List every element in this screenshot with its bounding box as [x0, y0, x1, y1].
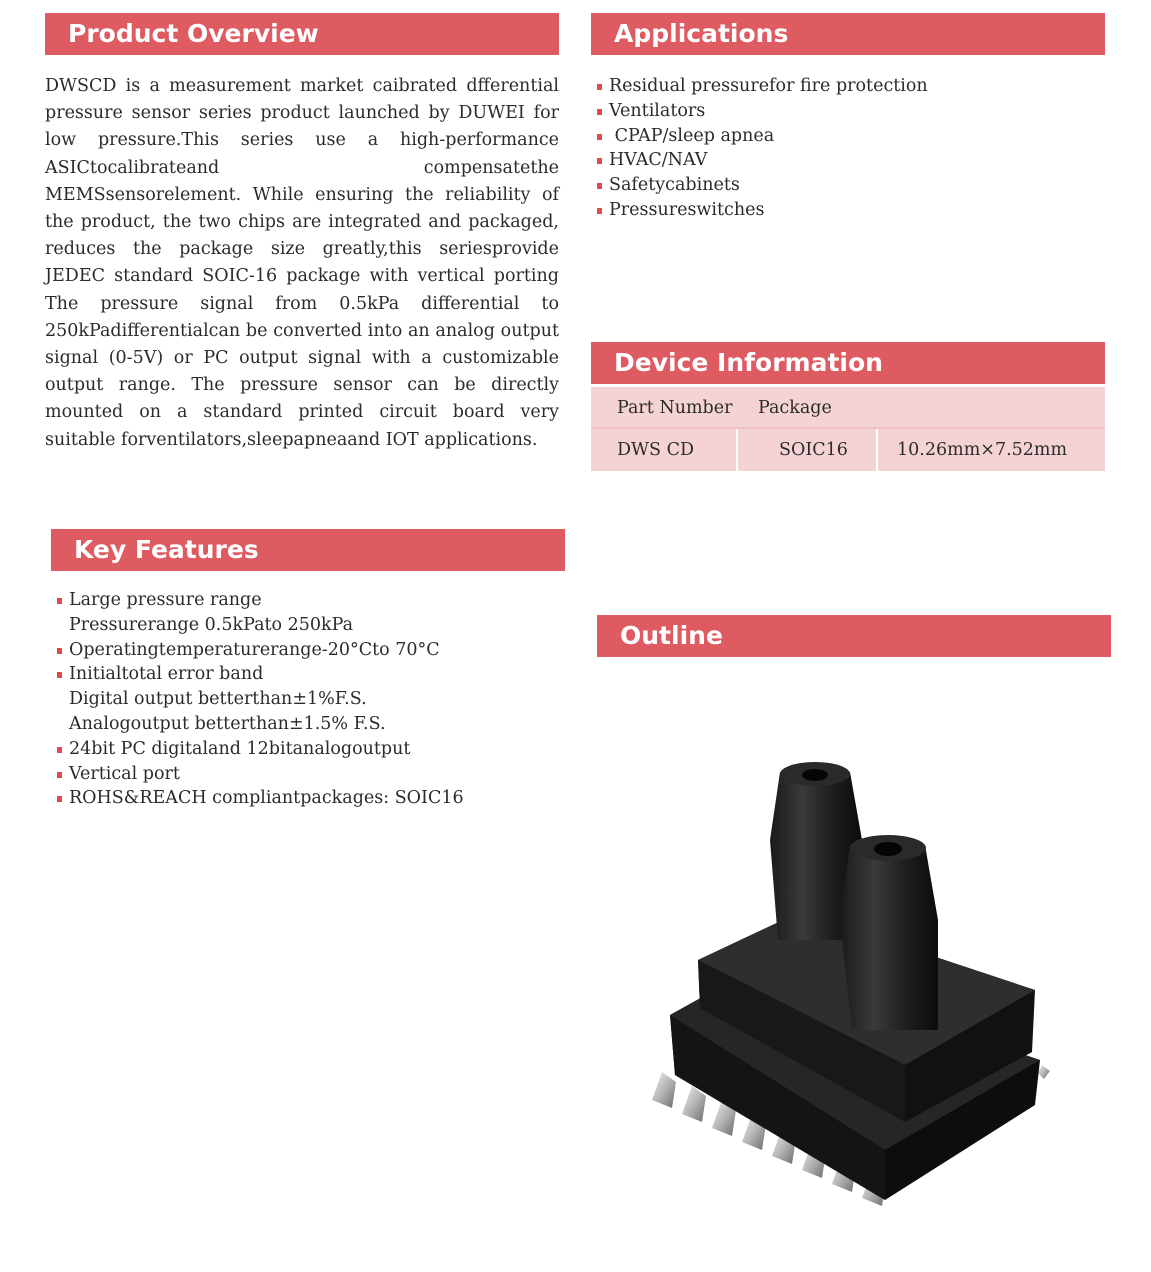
table-column-divider: [736, 429, 738, 471]
feature-text: Operatingtemperaturerange-20°Cto 70°C: [69, 639, 440, 660]
product-overview-text: DWSCD is a measurement market caibrated dfferential pressure sensor series product launched by DUWEI for low pressure.This series use a high-performance ASICtocalibrateand compensatethe MEMSsensorelement. While ensuring the reliability of the product, the two chips are integrated and packaged, reduces the package size greatly,this seriesprovide JEDEC standard SOIC-16 package with vertical porting The pressure signal from 0.5kPa differential to 250kPadifferentialcan be converted into an analog output signal (0-5V) or PC output signal with a customizable output range. The pressure sensor can be directly mounted on a standard printed circuit board very suitable forventilators,sleepapneaand IOT applications.: [45, 76, 559, 450]
list-item: [57, 737, 557, 762]
feature-text: 24bit PC digitaland 12bitanalogoutput: [69, 738, 411, 759]
outline-header: [597, 615, 1111, 657]
applications-list: [597, 74, 1097, 223]
pressure-port-2: [840, 845, 938, 1030]
key-features-list: [57, 588, 557, 811]
feature-text: Initialtotal error band: [69, 664, 264, 685]
table-divider: [591, 427, 1105, 429]
applications-header: [591, 13, 1105, 55]
feature-subtext: Digital output betterthan±1%F.S.: [69, 689, 367, 710]
list-item: HVAC/NAV: [597, 148, 1097, 173]
list-item: [57, 762, 557, 787]
applications-title: Applications: [614, 19, 789, 48]
list-item: Ventilators: [597, 99, 1097, 124]
table-column-divider: [876, 429, 878, 471]
device-information-header: [591, 342, 1105, 384]
outline-title: Outline: [620, 621, 723, 650]
feature-text: Vertical port: [69, 763, 180, 784]
list-item: CPAP/sleep apnea: [597, 124, 1097, 149]
list-item: Residual pressurefor fire protection: [597, 74, 1097, 99]
product-overview-title: Product Overview: [68, 19, 319, 48]
table-header-package: Package: [758, 398, 832, 418]
key-features-header: [51, 529, 565, 571]
feature-text: ROHS&REACH compliantpackages: SOIC16: [69, 788, 464, 809]
list-item: Safetycabinets: [597, 173, 1097, 198]
list-item: [57, 662, 557, 736]
table-cell-dimensions: 10.26mm×7.52mm: [897, 440, 1068, 460]
sensor-package-image: [640, 760, 1060, 1230]
device-information-title: Device Information: [614, 348, 883, 377]
feature-text: Large pressure range: [69, 590, 262, 610]
feature-subtext: Pressurerange 0.5kPato 250kPa: [69, 614, 354, 635]
list-item: [57, 638, 557, 663]
table-cell-package: SOIC16: [779, 440, 848, 460]
list-item: Pressureswitches: [597, 198, 1097, 223]
key-features-title: Key Features: [74, 535, 259, 564]
table-header-part-number: Part Number: [617, 398, 733, 418]
list-item: [57, 588, 557, 638]
table-cell-part-number: DWS CD: [617, 440, 694, 460]
list-item: [57, 786, 557, 811]
feature-subtext: Analogoutput betterthan±1.5% F.S.: [69, 713, 386, 734]
product-overview-header: [45, 13, 559, 55]
